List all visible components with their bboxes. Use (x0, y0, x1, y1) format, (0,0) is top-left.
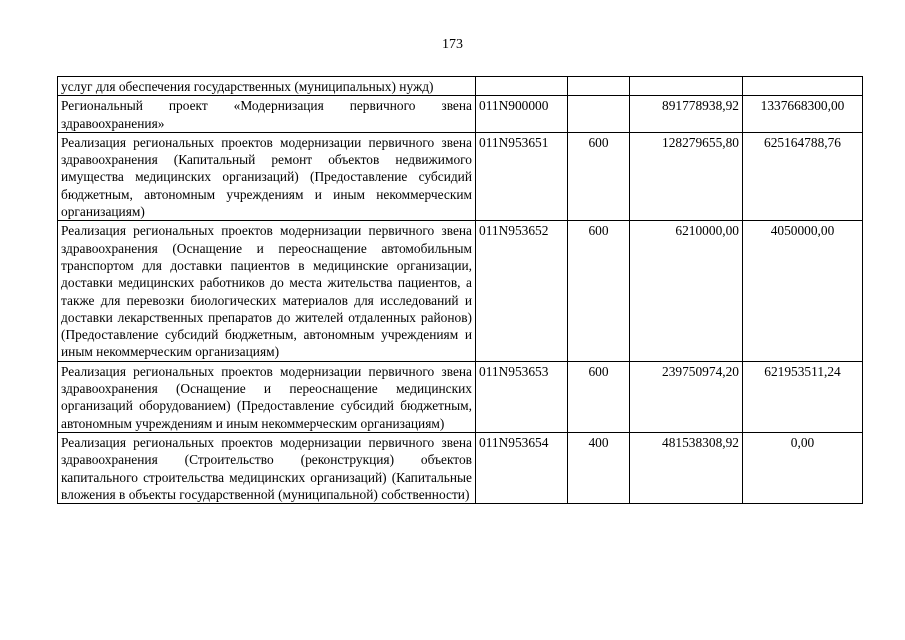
row-code: 011N953653 (476, 361, 568, 432)
row-expense-type: 600 (568, 361, 630, 432)
row-name: Региональный проект «Модернизация первичного звена здравоохранения» (58, 96, 476, 133)
row-name: Реализация региональных проектов модернизации первичного звена здравоохранения (Капитальный ремонт объектов недвижимого имущества медицинских организаций) (Предоставление субсидий бюджетным, автономным учреждениям и иным некоммерческим организациям) (58, 132, 476, 220)
table-row (58, 96, 863, 133)
table-row (58, 77, 863, 96)
budget-table (57, 76, 863, 504)
row-name: Реализация региональных проектов модернизации первичного звена здравоохранения (Оснащение и переоснащение автомобильным транспортом для доставки пациентов в медицинские организации, доставки медицинских работников до места жительства пациентов, а также для перевозки биологических материалов для исследований и доставки лекарственных препаратов до жителей отдаленных районов) (Предоставление субсидий бюджетным, автономным учреждениям и иным некоммерческим организациям) (58, 221, 476, 361)
row-code: 011N953654 (476, 432, 568, 503)
row-amount-2: 621953511,24 (743, 361, 863, 432)
row-name: Реализация региональных проектов модернизации первичного звена здравоохранения (Оснащение и переоснащение медицинских организаций оборудованием) (Предоставление субсидий бюджетным, автономным учреждениям и иным некоммерческим организациям) (58, 361, 476, 432)
row-name: услуг для обеспечения государственных (муниципальных) нужд) (58, 77, 476, 96)
row-amount-1: 128279655,80 (630, 132, 743, 220)
row-amount-1: 891778938,92 (630, 96, 743, 133)
table-row (58, 132, 863, 220)
row-expense-type: 600 (568, 221, 630, 361)
row-expense-type (568, 77, 630, 96)
row-expense-type: 600 (568, 132, 630, 220)
row-amount-2: 1337668300,00 (743, 96, 863, 133)
row-amount-2: 4050000,00 (743, 221, 863, 361)
row-amount-1: 239750974,20 (630, 361, 743, 432)
table-row (58, 361, 863, 432)
row-code: 011N953652 (476, 221, 568, 361)
row-amount-1: 481538308,92 (630, 432, 743, 503)
row-code: 011N900000 (476, 96, 568, 133)
table-row (58, 432, 863, 503)
page-number: 173 (442, 37, 463, 52)
row-name: Реализация региональных проектов модернизации первичного звена здравоохранения (Строительство (реконструкция) объектов капитального строительства медицинских организаций) (Капитальные вложения в объекты государственной (муниципальной) собственности) (58, 432, 476, 503)
row-amount-2: 0,00 (743, 432, 863, 503)
table-row (58, 221, 863, 361)
row-expense-type (568, 96, 630, 133)
row-amount-2 (743, 77, 863, 96)
row-code: 011N953651 (476, 132, 568, 220)
row-expense-type: 400 (568, 432, 630, 503)
row-amount-2: 625164788,76 (743, 132, 863, 220)
row-code (476, 77, 568, 96)
row-amount-1 (630, 77, 743, 96)
row-amount-1: 6210000,00 (630, 221, 743, 361)
